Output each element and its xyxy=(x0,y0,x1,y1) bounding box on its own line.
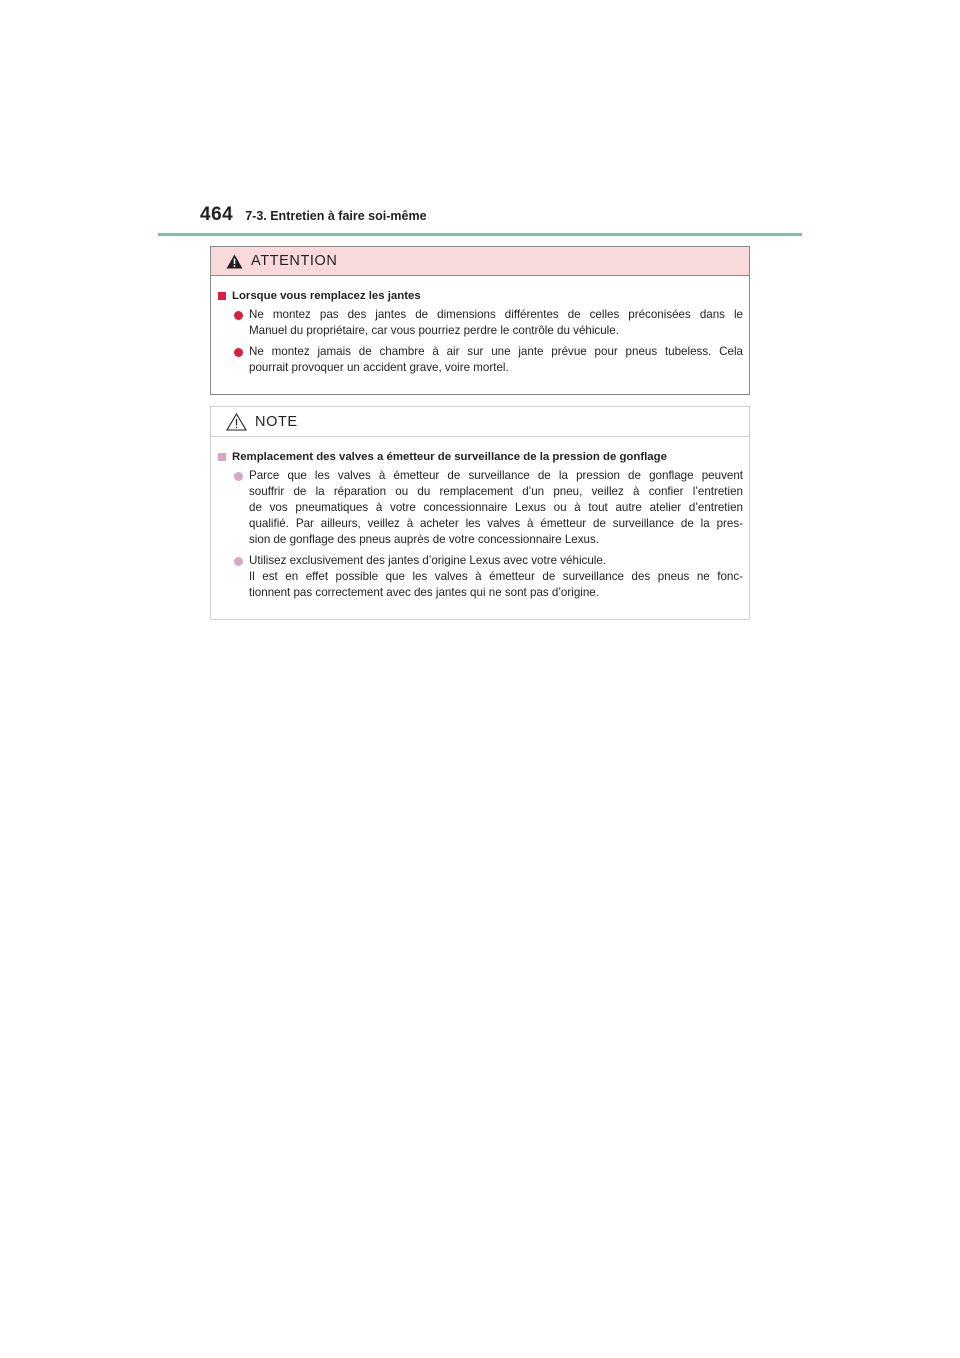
list-item xyxy=(218,468,743,548)
text-line: de vos pneumatiques à votre concessionnaire Lexus ou à tout autre atelier d’entretien xyxy=(249,501,743,514)
attention-body xyxy=(211,276,749,376)
list-item-text xyxy=(249,307,743,339)
page-header xyxy=(200,204,427,226)
caution-triangle-outline-icon xyxy=(226,413,247,431)
list-item xyxy=(218,307,743,339)
list-item-text xyxy=(249,468,743,548)
square-bullet-icon xyxy=(218,453,226,461)
text-line: Ne montez pas des jantes de dimensions différentes de celles préconisées dans le xyxy=(249,308,743,321)
warning-triangle-icon xyxy=(226,254,243,269)
note-box xyxy=(210,406,750,620)
text-line: Ne montez jamais de chambre à air sur une jante prévue pour pneus tubeless. Cela xyxy=(249,345,743,358)
text-line: qualifié. Par ailleurs, veillez à acheter les valves à émetteur de surveillance de la pres- xyxy=(249,517,743,530)
note-body xyxy=(211,437,749,601)
text-line: pourrait provoquer un accident grave, voire mortel. xyxy=(249,361,509,374)
list-item xyxy=(218,553,743,601)
list-item-text xyxy=(249,344,743,376)
attention-label: ATTENTION xyxy=(251,253,338,269)
text-line: souffrir de la réparation ou du remplacement d’un pneu, veillez à confier l’entretien xyxy=(249,485,743,498)
square-bullet-icon xyxy=(218,292,226,300)
note-label: NOTE xyxy=(255,413,298,430)
text-line: sion de gonflage des pneus auprès de votre concessionnaire Lexus. xyxy=(249,533,599,546)
attention-subhead-text: Lorsque vous remplacez les jantes xyxy=(232,290,421,302)
list-item-text xyxy=(249,553,743,601)
note-subhead xyxy=(218,451,743,463)
attention-box xyxy=(210,246,750,395)
dot-bullet-icon xyxy=(234,557,243,566)
text-line: Il est en effet possible que les valves à émetteur de surveillance des pneus ne fonc- xyxy=(249,570,743,583)
text-line: Parce que les valves à émetteur de surveillance de la pression de gonflage peuvent xyxy=(249,469,743,482)
attention-header xyxy=(211,247,749,276)
dot-bullet-icon xyxy=(234,311,243,320)
text-line: Utilisez exclusivement des jantes d’origine Lexus avec votre véhicule. xyxy=(249,554,607,567)
header-rule xyxy=(158,233,802,236)
section-title: 7-3. Entretien à faire soi-même xyxy=(245,209,427,223)
note-subhead-text: Remplacement des valves a émetteur de surveillance de la pression de gonflage xyxy=(232,451,667,463)
list-item xyxy=(218,344,743,376)
dot-bullet-icon xyxy=(234,472,243,481)
text-line: Manuel du propriétaire, car vous pourriez perdre le contrôle du véhicule. xyxy=(249,324,619,337)
attention-subhead xyxy=(218,290,743,302)
dot-bullet-icon xyxy=(234,348,243,357)
note-header xyxy=(211,407,749,437)
page-number: 464 xyxy=(200,204,234,225)
text-line: tionnent pas correctement avec des jantes qui ne sont pas d’origine. xyxy=(249,586,599,599)
